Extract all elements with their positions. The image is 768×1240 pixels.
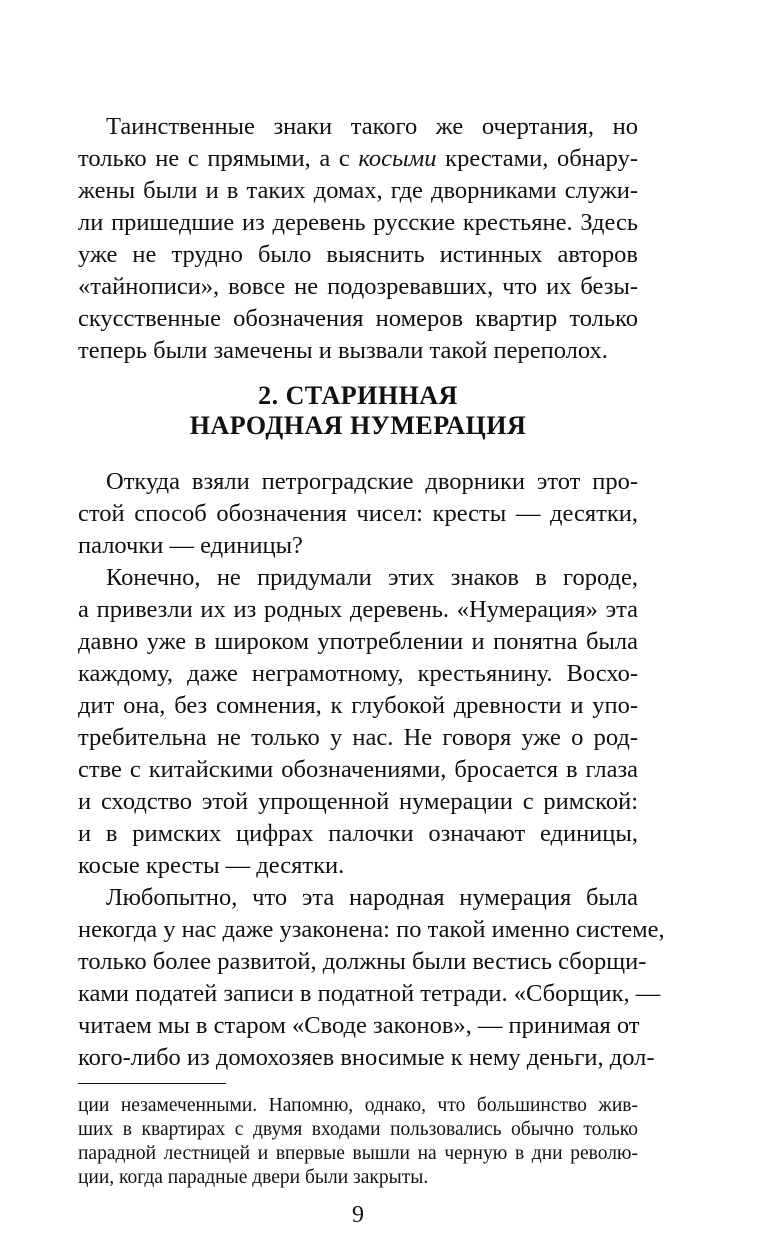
paragraph-4-line-6: кого-либо из домохозяев вносимые к нему деньги, дол- (78, 1044, 655, 1071)
paragraph-1-line-1: Таинственные знаки такого же очертания, но (106, 113, 638, 140)
paragraph-3-line-6: требительна не только у нас. Не говоря уже о род- (78, 724, 638, 751)
footnote-line-4: ции, когда парадные двери были закрыты. (78, 1167, 429, 1188)
paragraph-4-line-2: некогда у нас даже узаконена: по такой именно системе, (78, 916, 665, 943)
paragraph-2-line-2: стой способ обозначения чисел: кресты — десятки, (78, 500, 638, 527)
paragraph-3-line-9: и в римских цифрах палочки означают единицы, (78, 820, 638, 847)
paragraph-3-line-4: каждому, даже неграмотному, крестьянину. Восхо- (78, 660, 638, 687)
footnote-area (78, 0, 665, 1240)
paragraph-1-line-8: теперь были замечены и вызвали такой переполох. (78, 337, 608, 364)
paragraph-3-line-7: стве с китайскими обозначениями, бросается в глаза (78, 756, 638, 783)
footnote-line-3: парадной лестницей и впервые вышли на черную в дни револю- (78, 1143, 638, 1164)
paragraph-2-line-1: Откуда взяли петроградские дворники этот про- (106, 468, 638, 495)
section-heading-line-1: 2. СТАРИННАЯ (258, 381, 458, 410)
paragraph-3-line-1: Конечно, не придумали этих знаков в городе, (106, 564, 638, 591)
paragraph-4-line-3: только более развитой, должны были вестись сборщи- (78, 948, 647, 975)
text-segment: крестами, обнару- (436, 145, 638, 172)
paragraph-3-line-3: давно уже в широком употреблении и понятна была (78, 628, 638, 655)
paragraph-1-line-7: скусственные обозначения номеров квартир только (78, 305, 638, 332)
paragraph-3-line-2: а привезли их из родных деревень. «Нумерация» эта (78, 596, 638, 623)
paragraph-1-line-4: ли пришедшие из деревень русские крестьяне. Здесь (78, 209, 638, 236)
paragraph-1-line-3: жены были и в таких домах, где дворниками служи- (78, 177, 638, 204)
page-number: 9 (352, 1202, 364, 1228)
paragraph-4-line-4: ками податей записи в податной тетради. «Сборщик, — (78, 980, 661, 1007)
footnote-line-2: ших в квартирах с двумя входами пользовались обычно только (78, 1119, 638, 1140)
paragraph-4-line-1: Любопытно, что эта народная нумерация была (106, 884, 638, 911)
footnote-separator (78, 1083, 226, 1084)
paragraph-4-line-5: читаем мы в старом «Своде законов», — принимая от (78, 1012, 640, 1039)
paragraph-3-line-5: дит она, без сомнения, к глубокой древности и упо- (78, 692, 638, 719)
paragraph-3-line-8: и сходство этой упрощенной нумерации с римской: (78, 788, 638, 815)
footnote-line-1: ции незамеченными. Напомню, однако, что большинство жив- (78, 1095, 638, 1116)
section-heading-line-2: НАРОДНАЯ НУМЕРАЦИЯ (189, 411, 527, 440)
paragraph-1-line-6: «тайнописи», вовсе не подозревавших, что их безы- (78, 273, 638, 300)
paragraph-2-line-3: палочки — единицы? (78, 532, 303, 559)
paragraph-1-line-5: уже не трудно было выяснить истинных авторов (78, 241, 638, 268)
italic-word: косыми (358, 145, 437, 172)
paragraph-3-line-10: косые кресты — десятки. (78, 852, 345, 879)
text-segment: только не с прямыми, а с (78, 145, 359, 172)
